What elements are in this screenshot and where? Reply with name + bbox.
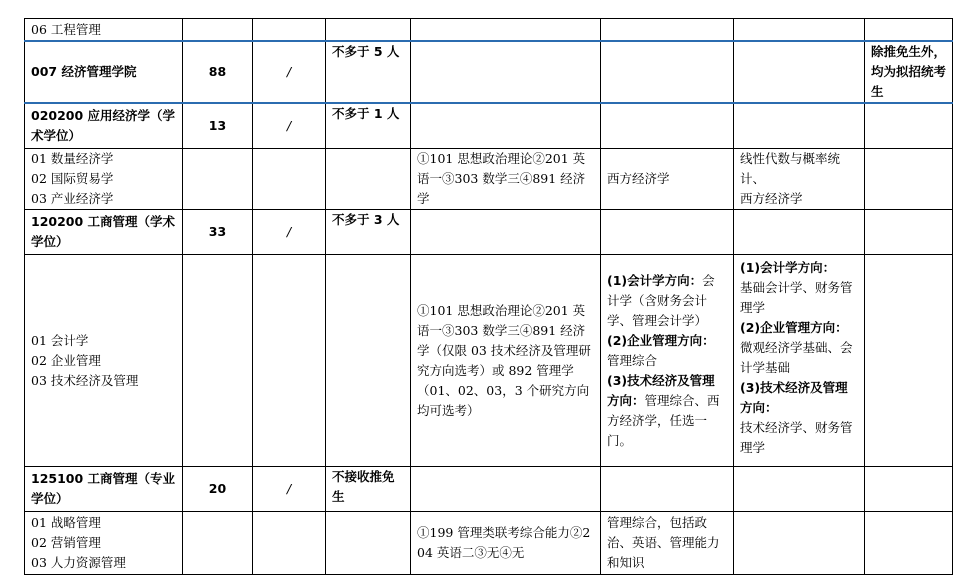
tuimian-cell: 不多于 5 人 [326,41,411,103]
extra-subjects: (1)会计学方向： 基础会计学、财务管理学 (2)企业管理方向： 微观经济学基础、会计学基础 (3)技术经济及管理方向： 技术经济学、财务管理学 [734,255,865,467]
table-row [25,255,953,467]
direction-item: 02 国际贸易学 [31,171,114,186]
slash-cell: / [253,210,326,255]
slash-cell: / [253,103,326,149]
slash-cell: / [253,467,326,512]
quota-cell: 20 [183,467,253,512]
quota-cell: 33 [183,210,253,255]
college-name: 007 经济管理学院 [25,41,183,103]
table-row [25,467,953,512]
tuimian-cell: 不多于 1 人 [326,103,411,149]
exam-subjects: ①199 管理类联考综合能力②204 英语二③无④无 [411,512,601,575]
note-cell: 除推免生外，均为拟招统考生 [865,41,953,103]
exam-subjects: ①101 思想政治理论②201 英语一③303 数学三④891 经济学 [411,149,601,210]
directions-list [25,149,183,210]
extra-subjects: 线性代数与概率统计、 西方经济学 [734,149,865,210]
table-row [25,19,953,42]
direction-item: 01 数量经济学 [31,151,114,166]
quota-cell: 88 [183,41,253,103]
direction-item: 02 企业管理 [31,352,101,368]
admissions-table [24,18,953,575]
retest-subjects: 西方经济学 [601,149,734,210]
retest-subjects: 管理综合，包括政治、英语、管理能力和知识 [601,512,734,575]
table-row [25,41,953,103]
table-row [25,149,953,210]
direction-item: 01 会计学 [31,332,89,348]
directions-list [25,512,183,575]
table-row [25,103,953,149]
slash-cell: / [253,41,326,103]
table-row [25,210,953,255]
direction-item: 03 技术经济及管理 [31,372,139,388]
direction-item: 03 产业经济学 [31,191,114,206]
tuimian-cell: 不多于 3 人 [326,210,411,255]
major-name: 120200 工商管理（学术学位） [25,210,183,255]
exam-subjects: ①101 思想政治理论②201 英语一③303 数学三④891 经济学（仅限 03 技术经济及管理研究方向选考）或 892 管理学（01、02、03，3 个研究方向均可选考） [411,255,601,467]
direction-item: 02 营销管理 [31,535,101,550]
direction-item: 01 战略管理 [31,515,101,530]
retest-subjects: (1)会计学方向：会计学（含财务会计学、管理会计学） (2)企业管理方向：管理综合 (3)技术经济及管理方向：管理综合、西方经济学，任选一门。 [601,255,734,467]
quota-cell: 13 [183,103,253,149]
table-row [25,512,953,575]
tuimian-cell: 不接收推免生 [326,467,411,512]
direction-cell: 06 工程管理 [25,19,183,42]
major-name: 020200 应用经济学（学术学位） [25,103,183,149]
directions-list [25,255,183,467]
major-name: 125100 工商管理（专业学位） [25,467,183,512]
direction-item: 03 人力资源管理 [31,555,126,570]
